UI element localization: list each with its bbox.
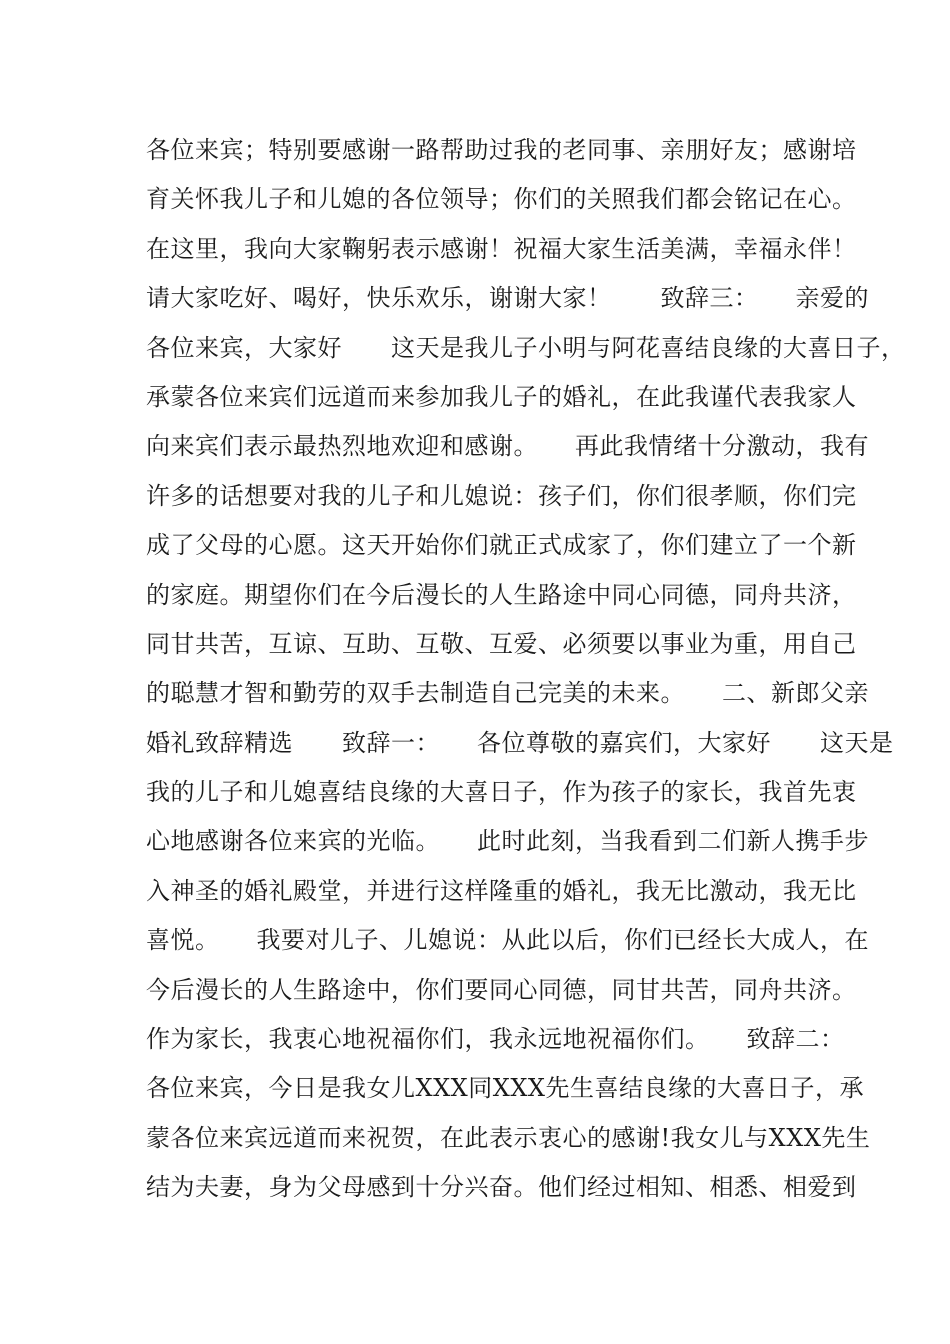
text-line: 今后漫长的人生路途中，你们要同心同德，同甘共苦，同舟共济。 bbox=[146, 975, 857, 1004]
text-line: 育关怀我儿子和儿媳的各位领导；你们的关照我们都会铭记在心。 bbox=[146, 185, 857, 214]
text-line: 同甘共苦，互谅、互助、互敬、互爱、必须要以事业为重，用自己 bbox=[146, 629, 857, 658]
text-line: 蒙各位来宾远道而来祝贺，在此表示衷心的感谢!我女儿与XXX先生 bbox=[146, 1123, 871, 1152]
text-line: 喜悦。 我要对儿子、儿媳说：从此以后，你们已经长大成人，在 bbox=[146, 926, 869, 955]
body-text bbox=[146, 126, 906, 1213]
text-line: 承蒙各位来宾们远道而来参加我儿子的婚礼，在此我谨代表我家人 bbox=[146, 382, 857, 411]
text-line: 各位来宾，大家好 这天是我儿子小明与阿花喜结良缘的大喜日子， bbox=[146, 333, 906, 362]
text-line: 许多的话想要对我的儿子和儿媳说：孩子们，你们很孝顺，你们完 bbox=[146, 481, 857, 510]
text-line: 作为家长，我衷心地祝福你们，我永远地祝福你们。 致辞二： bbox=[146, 1025, 845, 1054]
text-line: 向来宾们表示最热烈地欢迎和感谢。 再此我情绪十分激动，我有 bbox=[146, 432, 869, 461]
text-line: 在这里，我向大家鞠躬表示感谢！祝福大家生活美满，幸福永伴！ bbox=[146, 234, 857, 263]
text-line: 的家庭。期望你们在今后漫长的人生路途中同心同德，同舟共济， bbox=[146, 580, 857, 609]
text-line: 入神圣的婚礼殿堂，并进行这样隆重的婚礼，我无比激动，我无比 bbox=[146, 876, 857, 905]
text-line: 成了父母的心愿。这天开始你们就正式成家了，你们建立了一个新 bbox=[146, 531, 857, 560]
text-line: 各位来宾，今日是我女儿XXX同XXX先生喜结良缘的大喜日子，承 bbox=[146, 1074, 865, 1103]
text-line: 的聪慧才智和勤劳的双手去制造自己完美的未来。 二、新郎父亲 bbox=[146, 679, 869, 708]
text-line: 我的儿子和儿媳喜结良缘的大喜日子，作为孩子的家长，我首先衷 bbox=[146, 778, 857, 807]
text-line: 各位来宾；特别要感谢一路帮助过我的老同事、亲朋好友；感谢培 bbox=[146, 136, 857, 164]
text-line: 请大家吃好、喝好，快乐欢乐，谢谢大家！ 致辞三： 亲爱的 bbox=[146, 284, 869, 313]
text-line: 结为夫妻，身为父母感到十分兴奋。他们经过相知、相悉、相爱到 bbox=[146, 1173, 857, 1202]
text-line: 心地感谢各位来宾的光临。 此时此刻，当我看到二们新人携手步 bbox=[146, 827, 869, 856]
text-line: 婚礼致辞精选 致辞一： 各位尊敬的嘉宾们，大家好 这天是 bbox=[146, 728, 894, 757]
